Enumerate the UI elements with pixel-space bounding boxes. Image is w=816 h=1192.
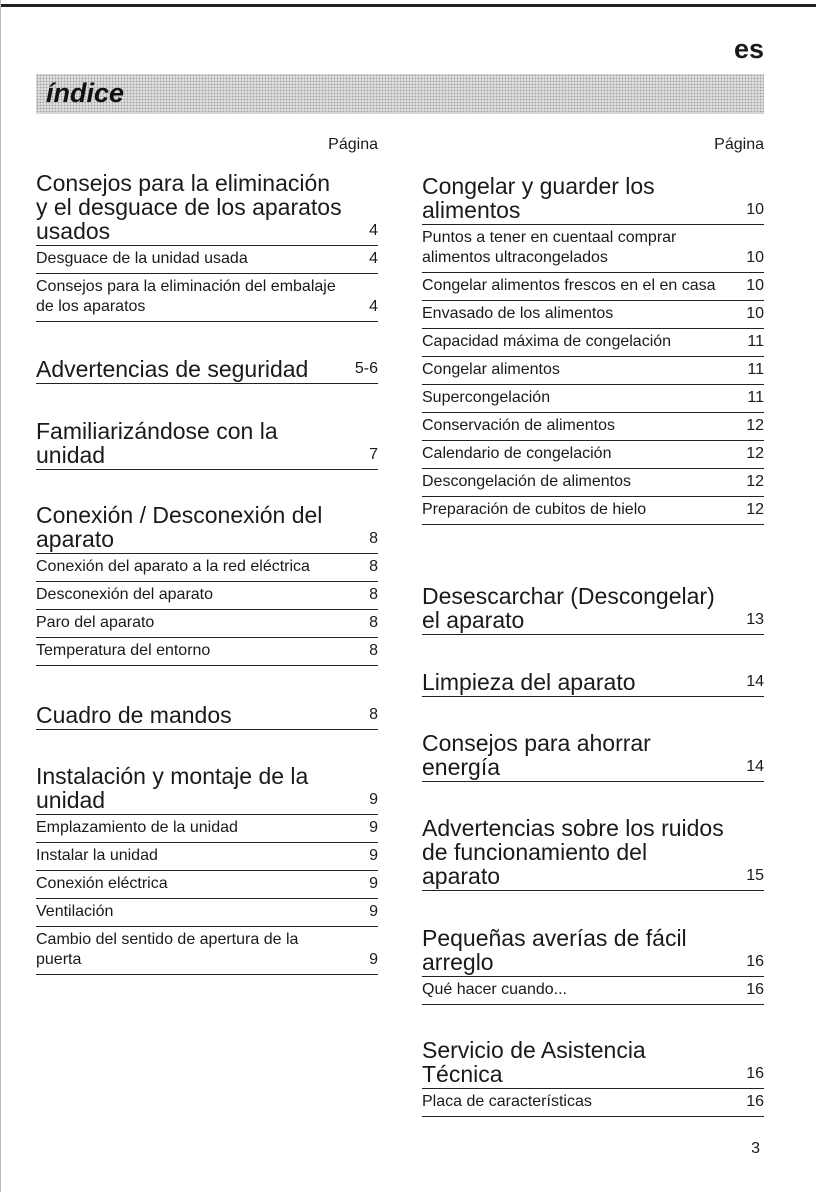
page-edge xyxy=(0,0,1,1192)
toc-section[interactable] xyxy=(36,703,378,730)
toc-page: 8 xyxy=(369,642,378,659)
toc-entry[interactable]: Conexión eléctrica 9 xyxy=(36,871,378,899)
toc-page: 14 xyxy=(746,758,764,775)
toc-page: 12 xyxy=(746,417,764,434)
toc-heading[interactable]: Servicio de Asistencia Técnica 16 xyxy=(422,1037,764,1087)
toc-entry[interactable]: Congelar alimentos 11 xyxy=(422,357,764,385)
toc-page: 11 xyxy=(747,389,764,406)
toc-page: 15 xyxy=(746,867,764,884)
toc-page: 8 xyxy=(369,530,378,547)
toc-page: 4 xyxy=(369,250,378,267)
toc-entry[interactable]: Temperatura del entorno 8 xyxy=(36,638,378,666)
top-rule xyxy=(0,4,816,7)
toc-section[interactable] xyxy=(36,419,378,470)
toc-page: 10 xyxy=(746,305,764,322)
toc-section[interactable] xyxy=(422,670,764,697)
toc-section[interactable] xyxy=(422,1038,764,1117)
toc-heading[interactable]: Cuadro de mandos 8 xyxy=(36,702,378,728)
toc-entry[interactable]: Desconexión del aparato 8 xyxy=(36,582,378,610)
toc-page: 12 xyxy=(746,445,764,462)
toc-entry[interactable]: Emplazamiento de la unidad 9 xyxy=(36,815,378,843)
toc-entry[interactable]: Qué hacer cuando... 16 xyxy=(422,977,764,1005)
toc-page: 8 xyxy=(369,614,378,631)
toc-page: 9 xyxy=(369,819,378,836)
toc-entry[interactable]: Consejos para la eliminación del embalaje de los aparatos 4 xyxy=(36,274,378,322)
toc-section[interactable] xyxy=(36,171,378,322)
toc-page: 5-6 xyxy=(354,360,378,377)
toc-entry[interactable]: Capacidad máxima de congelación 11 xyxy=(422,329,764,357)
toc-page: 9 xyxy=(369,951,378,968)
toc-heading[interactable]: Congelar y guarder los alimentos 10 xyxy=(422,173,764,223)
toc-page: 12 xyxy=(746,473,764,490)
toc-entry[interactable]: Instalar la unidad 9 xyxy=(36,843,378,871)
page-title: índice xyxy=(46,78,125,108)
toc-page: 7 xyxy=(369,446,378,463)
toc-page: 16 xyxy=(746,953,764,970)
toc-entry[interactable]: Paro del aparato 8 xyxy=(36,610,378,638)
toc-page: 11 xyxy=(747,333,764,350)
toc-entry[interactable]: Supercongelación 11 xyxy=(422,385,764,413)
toc-page: 4 xyxy=(369,298,378,315)
toc-entry[interactable]: Cambio del sentido de apertura de la puerta 9 xyxy=(36,927,378,975)
toc-entry[interactable]: Desguace de la unidad usada 4 xyxy=(36,246,378,274)
page-label-right: Página xyxy=(714,136,764,153)
toc-heading[interactable]: Instalación y montaje de la unidad 9 xyxy=(36,763,378,813)
language-code: es xyxy=(733,34,764,64)
toc-page: 16 xyxy=(746,981,764,998)
title-bar xyxy=(36,74,764,114)
page-number: 3 xyxy=(751,1140,760,1157)
toc-section[interactable] xyxy=(36,503,378,666)
toc-heading[interactable]: Advertencias sobre los ruidos de funcionamiento del aparato 15 xyxy=(422,815,764,889)
toc-page: 8 xyxy=(369,706,378,723)
toc-section[interactable] xyxy=(422,926,764,1005)
toc-heading[interactable]: Limpieza del aparato 14 xyxy=(422,669,764,695)
toc-page: 13 xyxy=(746,611,764,628)
toc-section[interactable] xyxy=(422,731,764,782)
page-label-left: Página xyxy=(328,136,378,153)
toc-page: 16 xyxy=(746,1065,764,1082)
toc-heading[interactable]: Advertencias de seguridad 5-6 xyxy=(36,356,378,382)
toc-page: 9 xyxy=(369,791,378,808)
toc-entry[interactable]: Preparación de cubitos de hielo 12 xyxy=(422,497,764,525)
toc-page: 8 xyxy=(369,558,378,575)
toc-page: 10 xyxy=(746,277,764,294)
toc-heading[interactable]: Conexión / Desconexión del aparato 8 xyxy=(36,502,378,552)
toc-page: 8 xyxy=(369,586,378,603)
toc-page: 16 xyxy=(746,1093,764,1110)
toc-page: 9 xyxy=(369,847,378,864)
toc-entry[interactable]: Placa de características 16 xyxy=(422,1089,764,1117)
toc-page: 9 xyxy=(369,903,378,920)
toc-entry[interactable]: Calendario de congelación 12 xyxy=(422,441,764,469)
toc-entry[interactable]: Descongelación de alimentos 12 xyxy=(422,469,764,497)
toc-section[interactable] xyxy=(36,357,378,384)
toc-section[interactable] xyxy=(422,584,764,635)
toc-section[interactable] xyxy=(422,174,764,525)
toc-entry[interactable]: Envasado de los alimentos 10 xyxy=(422,301,764,329)
toc-section[interactable] xyxy=(422,816,764,891)
toc-entry[interactable]: Ventilación 9 xyxy=(36,899,378,927)
toc-entry[interactable]: Conservación de alimentos 12 xyxy=(422,413,764,441)
toc-section[interactable] xyxy=(36,764,378,975)
toc-page: 10 xyxy=(746,249,764,266)
toc-page: 12 xyxy=(746,501,764,518)
toc-heading[interactable]: Consejos para la eliminación y el desguace de los aparatos usados 4 xyxy=(36,170,378,244)
toc-page: 11 xyxy=(747,361,764,378)
toc-heading[interactable]: Consejos para ahorrar energía 14 xyxy=(422,730,764,780)
toc-page: 10 xyxy=(746,201,764,218)
toc-entry[interactable]: Puntos a tener en cuentaal comprar alimentos ultracongelados 10 xyxy=(422,225,764,273)
toc-heading[interactable]: Desescarchar (Descongelar) el aparato 13 xyxy=(422,583,764,633)
toc-page: 14 xyxy=(746,673,764,690)
toc-page: 4 xyxy=(369,222,378,239)
toc-heading[interactable]: Familiarizándose con la unidad 7 xyxy=(36,418,378,468)
toc-page: 9 xyxy=(369,875,378,892)
toc-entry[interactable]: Conexión del aparato a la red eléctrica 8 xyxy=(36,554,378,582)
toc-heading[interactable]: Pequeñas averías de fácil arreglo 16 xyxy=(422,925,764,975)
toc-entry[interactable]: Congelar alimentos frescos en el en casa 10 xyxy=(422,273,764,301)
